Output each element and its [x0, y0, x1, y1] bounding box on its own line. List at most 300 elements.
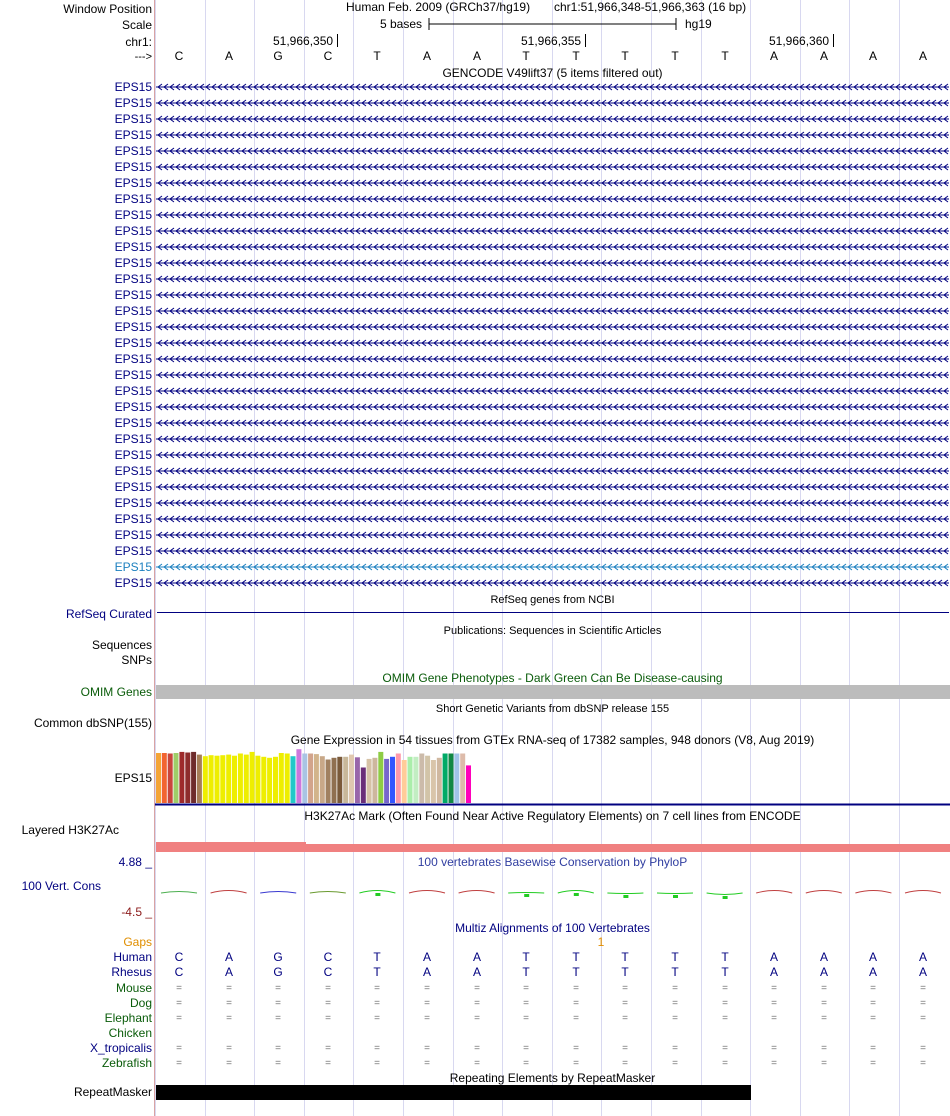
species-label[interactable]: Chicken [108, 1026, 152, 1040]
cons-ymax-label: 4.88 _ [118, 855, 152, 869]
gencode-gene-label[interactable]: EPS15 [114, 480, 152, 494]
aligned-base: A [224, 950, 233, 964]
gtex-tissue-bar[interactable] [419, 754, 424, 804]
gtex-tissue-bar[interactable] [413, 757, 418, 803]
gencode-transcript[interactable] [156, 512, 949, 526]
alignment-match-marker: = [523, 1058, 529, 1069]
gtex-tissue-bar[interactable] [431, 760, 436, 803]
gencode-gene-label[interactable]: EPS15 [114, 128, 152, 142]
gtex-tissue-bar[interactable] [232, 756, 237, 803]
gtex-tissue-bar[interactable] [191, 752, 196, 803]
alignment-match-marker: = [722, 983, 728, 994]
gencode-gene-label[interactable]: EPS15 [114, 336, 152, 350]
refseq-gene-line[interactable] [157, 612, 949, 613]
phylop-score-mark [657, 893, 693, 894]
aligned-base: T [621, 965, 629, 979]
coordinate-tick [337, 34, 338, 47]
omim-gene-bar[interactable] [156, 685, 950, 699]
alignment-match-marker: = [226, 983, 232, 994]
gtex-tissue-bar[interactable] [343, 757, 348, 803]
alignment-match-marker: = [424, 1013, 430, 1024]
gtex-tissue-bar[interactable] [185, 753, 190, 804]
gtex-tissue-bar[interactable] [179, 752, 184, 803]
aligned-base: A [472, 950, 481, 964]
alignment-match-marker: = [275, 1058, 281, 1069]
gencode-gene-label[interactable]: EPS15 [114, 288, 152, 302]
gencode-gene-label[interactable]: EPS15 [114, 576, 152, 590]
gtex-tissue-bar[interactable] [302, 754, 307, 804]
gencode-transcript[interactable] [156, 528, 949, 542]
gencode-transcript[interactable] [156, 144, 949, 158]
alignment-match-marker: = [474, 998, 480, 1009]
phylop-score-mark [211, 891, 247, 894]
gencode-gene-label[interactable]: EPS15 [114, 512, 152, 526]
gencode-gene-label[interactable]: EPS15 [114, 352, 152, 366]
gencode-gene-label[interactable]: EPS15 [114, 384, 152, 398]
gtex-tissue-bar[interactable] [267, 758, 272, 803]
gtex-expression-chart[interactable] [155, 747, 950, 807]
gencode-transcript[interactable] [156, 560, 949, 574]
gencode-transcript[interactable] [156, 480, 949, 494]
aligned-base: C [174, 965, 184, 979]
gencode-transcript[interactable] [156, 464, 949, 478]
gencode-transcript[interactable] [156, 304, 949, 318]
aligned-base: T [572, 965, 580, 979]
alignment-match-marker: = [622, 983, 628, 994]
aligned-base: A [769, 965, 778, 979]
pubs-sequences-label[interactable]: Sequences [91, 638, 152, 652]
chrom-label: chr1: [125, 35, 152, 49]
gtex-tissue-bar[interactable] [220, 755, 225, 803]
gtex-tissue-bar[interactable] [454, 754, 459, 804]
phylop-score-mark [756, 891, 792, 894]
alignment-match-marker: = [374, 1058, 380, 1069]
dna-base: A [472, 49, 481, 63]
alignment-match-marker: = [474, 1043, 480, 1054]
dna-base: A [819, 49, 828, 63]
aligned-base: C [174, 950, 184, 964]
gencode-gene-label[interactable]: EPS15 [114, 224, 152, 238]
gtex-tissue-bar[interactable] [372, 758, 377, 803]
gencode-gene-label[interactable]: EPS15 [114, 304, 152, 318]
alignment-match-marker: = [275, 1013, 281, 1024]
gencode-transcript[interactable] [156, 368, 949, 382]
coordinate-tick-label: 51,966,350 [273, 34, 334, 48]
dna-base: T [572, 49, 580, 63]
gencode-transcript[interactable] [156, 176, 949, 190]
alignment-match-marker: = [722, 1058, 728, 1069]
alignment-match-marker: = [920, 1013, 926, 1024]
aligned-base: A [918, 965, 927, 979]
phylop-score-mark [409, 891, 445, 894]
gencode-transcript[interactable] [156, 208, 949, 222]
gencode-gene-label[interactable]: EPS15 [114, 544, 152, 558]
phylop-score-block [524, 894, 529, 897]
assembly-title: Human Feb. 2009 (GRCh37/hg19) [346, 0, 531, 14]
alignment-match-marker: = [176, 998, 182, 1009]
dna-base: A [769, 49, 778, 63]
alignment-match-marker: = [771, 1043, 777, 1054]
gtex-tissue-bar[interactable] [273, 757, 278, 803]
omim-genes-label[interactable]: OMIM Genes [80, 685, 152, 699]
gaps-label[interactable]: Gaps [123, 935, 152, 949]
alignment-match-marker: = [771, 1013, 777, 1024]
aligned-base: T [522, 950, 530, 964]
gtex-tissue-bar[interactable] [197, 755, 202, 803]
aligned-base: A [224, 965, 233, 979]
alignment-match-marker: = [771, 1058, 777, 1069]
aligned-base: A [819, 950, 828, 964]
phylop-score-mark [806, 891, 842, 894]
gtex-gene-label[interactable]: EPS15 [114, 771, 152, 785]
alignment-match-marker: = [176, 983, 182, 994]
gtex-tissue-bar[interactable] [349, 755, 354, 803]
alignment-match-marker: = [672, 1058, 678, 1069]
aligned-base: T [572, 950, 580, 964]
aligned-base: T [373, 965, 381, 979]
alignment-match-marker: = [374, 998, 380, 1009]
alignment-match-marker: = [424, 998, 430, 1009]
alignment-match-marker: = [226, 1043, 232, 1054]
alignment-match-marker: = [920, 1058, 926, 1069]
alignment-match-marker: = [325, 983, 331, 994]
gtex-tissue-bar[interactable] [209, 755, 214, 803]
dna-base: C [174, 49, 184, 63]
gencode-transcript[interactable] [156, 240, 949, 254]
alignment-match-marker: = [523, 1043, 529, 1054]
pubs-title: Publications: Sequences in Scientific Articles [443, 625, 662, 637]
alignment-match-marker: = [622, 1058, 628, 1069]
species-label[interactable]: Human [113, 950, 152, 964]
gencode-gene-label[interactable]: EPS15 [114, 560, 152, 574]
cons-title: 100 vertebrates Basewise Conservation by PhyloP [417, 855, 688, 869]
alignment-match-marker: = [275, 1043, 281, 1054]
gtex-tissue-bar[interactable] [279, 753, 284, 803]
gtex-tissue-bar[interactable] [320, 756, 325, 803]
conservation-plot[interactable] [155, 886, 950, 902]
gencode-transcript[interactable] [156, 352, 949, 366]
alignment-match-marker: = [226, 1058, 232, 1069]
dna-base: T [671, 49, 679, 63]
gtex-tissue-bar[interactable] [308, 754, 313, 804]
dna-base: A [918, 49, 927, 63]
gencode-gene-label[interactable]: EPS15 [114, 192, 152, 206]
h3k27ac-signal-peak [156, 842, 306, 844]
alignment-match-marker: = [424, 1058, 430, 1069]
alignment-match-marker: = [622, 1043, 628, 1054]
gtex-tissue-bar[interactable] [250, 752, 255, 803]
gtex-tissue-bar[interactable] [361, 768, 366, 804]
cons-ymin-label: -4.5 _ [121, 905, 152, 919]
alignment-match-marker: = [374, 983, 380, 994]
species-label[interactable]: Zebrafish [101, 1056, 152, 1070]
gtex-tissue-bar[interactable] [460, 754, 465, 804]
gtex-tissue-bar[interactable] [390, 757, 395, 803]
gtex-tissue-bar[interactable] [402, 760, 407, 803]
alignment-match-marker: = [325, 998, 331, 1009]
gtex-tissue-bar[interactable] [156, 753, 161, 803]
gencode-transcript[interactable] [156, 496, 949, 510]
gtex-tissue-bar[interactable] [238, 754, 243, 804]
pubs-snps-label[interactable]: SNPs [121, 653, 152, 667]
alignment-match-marker: = [176, 1013, 182, 1024]
gtex-tissue-bar[interactable] [384, 759, 389, 803]
vert-cons-label[interactable]: 100 Vert. Cons [21, 879, 101, 893]
alignment-match-marker: = [523, 1013, 529, 1024]
aligned-base: T [373, 950, 381, 964]
alignment-match-marker: = [424, 1043, 430, 1054]
gtex-tissue-bar[interactable] [255, 756, 260, 803]
alignment-match-marker: = [523, 998, 529, 1009]
species-label[interactable]: X_tropicalis [89, 1041, 152, 1055]
aligned-base: G [273, 965, 283, 979]
gtex-tissue-bar[interactable] [261, 757, 266, 803]
aligned-base: A [422, 950, 431, 964]
scale-label: Scale [121, 18, 152, 32]
gtex-tissue-bar[interactable] [443, 754, 448, 804]
alignment-match-marker: = [226, 998, 232, 1009]
gtex-tissue-bar[interactable] [355, 757, 360, 803]
gencode-gene-label[interactable]: EPS15 [114, 400, 152, 414]
gtex-tissue-bar[interactable] [285, 754, 290, 804]
gencode-gene-label[interactable]: EPS15 [114, 144, 152, 158]
alignment-match-marker: = [176, 1043, 182, 1054]
alignment-match-marker: = [672, 983, 678, 994]
repeatmasker-element[interactable] [156, 1085, 751, 1100]
phylop-score-mark [707, 893, 743, 895]
gencode-gene-label[interactable]: EPS15 [114, 368, 152, 382]
omim-title: OMIM Gene Phenotypes - Dark Green Can Be Disease-causing [382, 671, 723, 685]
species-label[interactable]: Elephant [104, 1011, 152, 1025]
aligned-base: A [819, 965, 828, 979]
coordinate-tick-label: 51,966,360 [769, 34, 830, 48]
layered-h3k27ac-label[interactable]: Layered H3K27Ac [21, 823, 119, 837]
gtex-tissue-bar[interactable] [174, 753, 179, 803]
phylop-score-mark [607, 893, 643, 894]
alignment-match-marker: = [523, 983, 529, 994]
aligned-base: T [621, 950, 629, 964]
gencode-transcript[interactable] [156, 256, 949, 270]
alignment-match-marker: = [474, 1058, 480, 1069]
gencode-transcript[interactable] [156, 320, 949, 334]
alignment-match-marker: = [622, 1013, 628, 1024]
gencode-transcript[interactable] [156, 128, 949, 142]
gtex-tissue-bar[interactable] [226, 755, 231, 803]
coordinate-tick [833, 34, 834, 47]
repeatmasker-title: Repeating Elements by RepeatMasker [449, 1071, 656, 1085]
gencode-gene-label[interactable]: EPS15 [114, 240, 152, 254]
dna-base: T [522, 49, 530, 63]
dbsnp-title: Short Genetic Variants from dbSNP release 155 [435, 703, 670, 715]
alignment-match-marker: = [920, 983, 926, 994]
phylop-score-block [375, 893, 380, 896]
gtex-tissue-bar[interactable] [296, 749, 301, 803]
alignment-match-marker: = [474, 1013, 480, 1024]
gencode-gene-label[interactable]: EPS15 [114, 176, 152, 190]
gencode-transcript[interactable] [156, 576, 949, 590]
gtex-tissue-bar[interactable] [425, 756, 430, 803]
gencode-transcript[interactable] [156, 416, 949, 430]
alignment-match-marker: = [275, 998, 281, 1009]
species-label[interactable]: Rhesus [111, 965, 152, 979]
aligned-base: A [422, 965, 431, 979]
phylop-score-mark [310, 892, 346, 894]
gencode-gene-label[interactable]: EPS15 [114, 160, 152, 174]
gencode-gene-label[interactable]: EPS15 [114, 320, 152, 334]
phylop-score-mark [459, 891, 495, 894]
gencode-gene-label[interactable]: EPS15 [114, 464, 152, 478]
gencode-title: GENCODE V49lift37 (5 items filtered out) [442, 66, 663, 80]
gtex-tissue-bar[interactable] [337, 757, 342, 803]
aligned-base: C [323, 950, 333, 964]
gtex-tissue-bar[interactable] [291, 756, 296, 803]
aligned-base: T [671, 950, 679, 964]
gtex-tissue-bar[interactable] [378, 752, 383, 803]
gencode-transcript[interactable] [156, 544, 949, 558]
phylop-score-mark [905, 891, 941, 894]
gtex-tissue-bar[interactable] [244, 755, 249, 803]
phylop-score-mark [260, 892, 296, 894]
gencode-transcript[interactable] [156, 272, 949, 286]
gtex-tissue-bar[interactable] [367, 759, 372, 803]
refseq-curated-label[interactable]: RefSeq Curated [65, 607, 152, 621]
dna-base: G [273, 49, 283, 63]
gencode-transcript[interactable] [156, 288, 949, 302]
phylop-score-block [574, 893, 579, 896]
gencode-gene-label[interactable]: EPS15 [114, 416, 152, 430]
aligned-base: C [323, 965, 333, 979]
phylop-score-mark [558, 891, 594, 894]
aligned-base: A [472, 965, 481, 979]
aligned-base: T [671, 965, 679, 979]
gtex-tissue-bar[interactable] [203, 756, 208, 803]
coordinate-tick-label: 51,966,355 [521, 34, 582, 48]
aligned-base: A [868, 950, 877, 964]
gencode-gene-label[interactable]: EPS15 [114, 112, 152, 126]
gencode-transcript[interactable] [156, 384, 949, 398]
gencode-gene-label[interactable]: EPS15 [114, 96, 152, 110]
gencode-gene-label[interactable]: EPS15 [114, 496, 152, 510]
gtex-tissue-bar[interactable] [314, 754, 319, 803]
repeatmasker-label[interactable]: RepeatMasker [73, 1085, 152, 1099]
alignment-match-marker: = [622, 998, 628, 1009]
gencode-transcript[interactable] [156, 192, 949, 206]
track-area[interactable] [155, 0, 950, 1116]
gtex-tissue-bar[interactable] [162, 753, 167, 803]
common-dbsnp-label[interactable]: Common dbSNP(155) [33, 716, 152, 730]
gencode-transcript[interactable] [156, 112, 949, 126]
dna-base: A [868, 49, 877, 63]
alignment-match-marker: = [374, 1013, 380, 1024]
gtex-tissue-bar[interactable] [168, 754, 173, 804]
gencode-transcript[interactable] [156, 160, 949, 174]
alignment-match-marker: = [573, 1043, 579, 1054]
gtex-tissue-bar[interactable] [215, 756, 220, 803]
strand-arrow[interactable]: ---> [134, 51, 152, 63]
gencode-gene-label[interactable]: EPS15 [114, 448, 152, 462]
alignment-match-marker: = [920, 998, 926, 1009]
gtex-tissue-bar[interactable] [437, 758, 442, 803]
gencode-gene-label[interactable]: EPS15 [114, 208, 152, 222]
gencode-transcript[interactable] [156, 80, 949, 94]
aligned-base: A [918, 950, 927, 964]
aligned-base: T [721, 950, 729, 964]
alignment-match-marker: = [226, 1013, 232, 1024]
position-readout: chr1:51,966,348-51,966,363 (16 bp) [554, 0, 747, 14]
alignment-match-marker: = [870, 1043, 876, 1054]
alignment-match-marker: = [474, 983, 480, 994]
dna-base: T [373, 49, 381, 63]
species-label[interactable]: Mouse [115, 981, 152, 995]
gencode-transcript[interactable] [156, 432, 949, 446]
alignment-match-marker: = [374, 1043, 380, 1054]
gencode-gene-label[interactable]: EPS15 [114, 256, 152, 270]
alignment-match-marker: = [573, 998, 579, 1009]
scale-db-label: hg19 [685, 17, 712, 31]
gencode-transcript[interactable] [156, 400, 949, 414]
gtex-tissue-bar[interactable] [466, 765, 471, 803]
alignment-match-marker: = [722, 998, 728, 1009]
dna-base: A [422, 49, 431, 63]
alignment-match-marker: = [870, 983, 876, 994]
alignment-match-marker: = [771, 998, 777, 1009]
gtex-tissue-bar[interactable] [396, 754, 401, 804]
alignment-match-marker: = [722, 1013, 728, 1024]
phylop-score-block [723, 896, 728, 899]
alignment-match-marker: = [821, 983, 827, 994]
alignment-match-marker: = [821, 1043, 827, 1054]
alignment-match-marker: = [870, 1058, 876, 1069]
dna-base: T [621, 49, 629, 63]
gencode-gene-label[interactable]: EPS15 [114, 272, 152, 286]
gtex-tissue-bar[interactable] [449, 754, 454, 804]
alignment-match-marker: = [573, 983, 579, 994]
alignment-match-marker: = [821, 1058, 827, 1069]
dna-base: C [323, 49, 333, 63]
alignment-match-marker: = [325, 1058, 331, 1069]
gencode-transcript[interactable] [156, 448, 949, 462]
aligned-base: T [522, 965, 530, 979]
gtex-tissue-bar[interactable] [326, 760, 331, 804]
alignment-match-marker: = [821, 998, 827, 1009]
alignment-match-marker: = [325, 1043, 331, 1054]
gencode-transcript[interactable] [156, 96, 949, 110]
track-label-column [0, 0, 155, 1116]
alignment-match-marker: = [722, 1043, 728, 1054]
alignment-match-marker: = [424, 983, 430, 994]
dna-base: A [224, 49, 233, 63]
species-label[interactable]: Dog [129, 996, 152, 1010]
coordinate-tick [585, 34, 586, 47]
gencode-gene-label[interactable]: EPS15 [114, 528, 152, 542]
gap-marker: 1 [597, 935, 605, 949]
gencode-transcript[interactable] [156, 224, 949, 238]
gtex-tissue-bar[interactable] [408, 757, 413, 803]
alignment-match-marker: = [573, 1013, 579, 1024]
aligned-base: G [273, 950, 283, 964]
window-position-label: Window Position [63, 2, 152, 16]
h3k27ac-signal[interactable] [156, 844, 950, 852]
alignment-match-marker: = [672, 1013, 678, 1024]
gencode-gene-label[interactable]: EPS15 [114, 432, 152, 446]
gencode-gene-label[interactable]: EPS15 [114, 80, 152, 94]
gencode-transcript[interactable] [156, 336, 949, 350]
multiz-title: Multiz Alignments of 100 Vertebrates [455, 921, 650, 935]
scale-bases-label: 5 bases [380, 17, 423, 31]
gtex-tissue-bar[interactable] [332, 758, 337, 803]
scale-bar [425, 17, 680, 31]
alignment-match-marker: = [920, 1043, 926, 1054]
